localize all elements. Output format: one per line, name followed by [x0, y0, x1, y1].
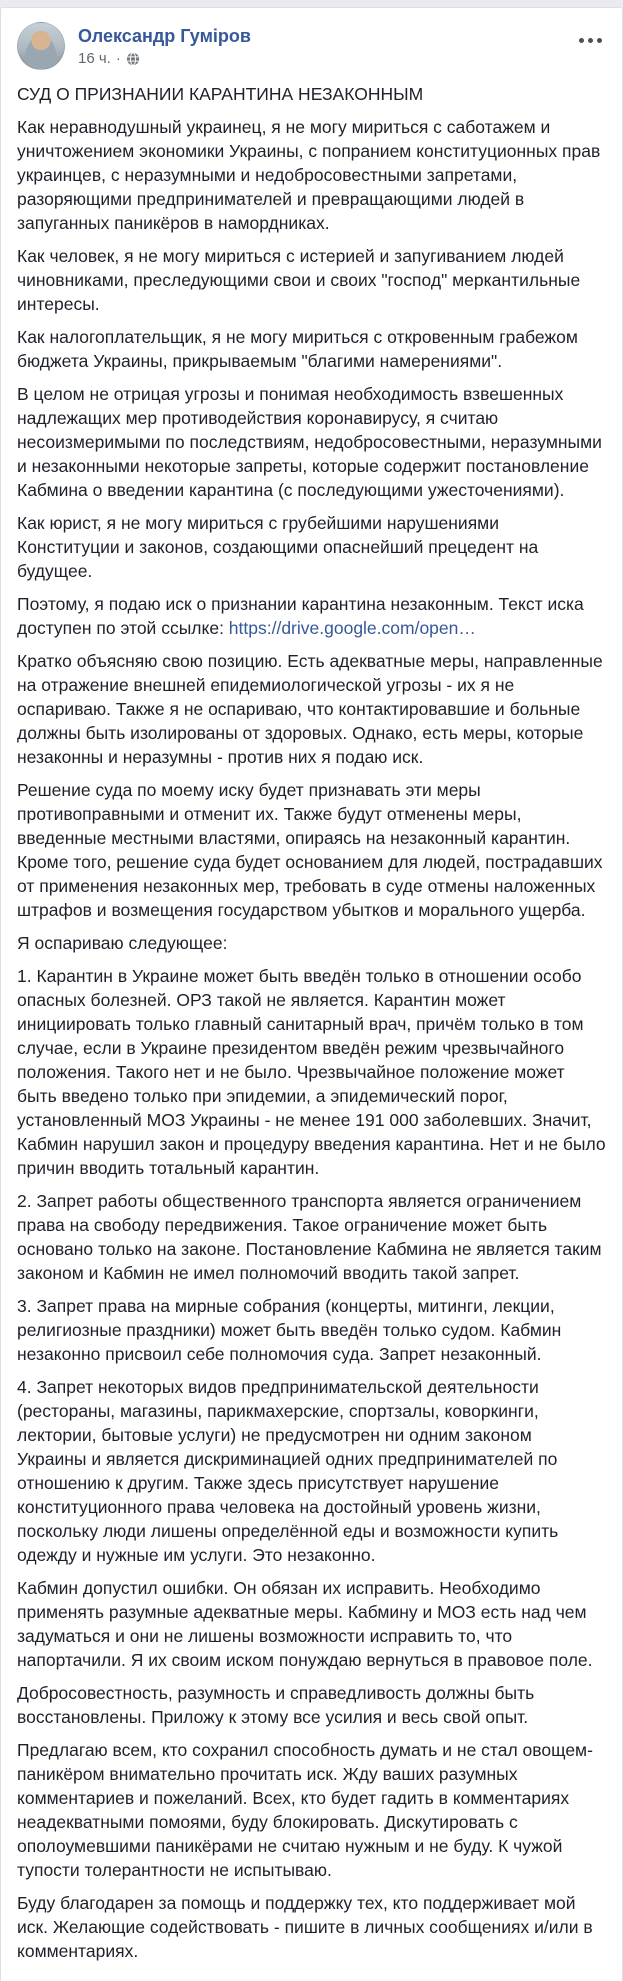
- meta-separator: ·: [115, 50, 121, 67]
- post-body: [1, 78, 622, 1981]
- post-timestamp[interactable]: 16 ч.: [78, 50, 111, 67]
- post-paragraph: Как неравнодушный украинец, я не могу мириться с саботажем и уничтожением экономики Украины, с попранием конституционных прав украинцев, с неразумными и недобросовестными запретами, разоряющими предпринимателей и превращающими людей в запуганных паникёров в намордниках.: [17, 117, 601, 233]
- drive-link[interactable]: https://drive.google.com/open…: [228, 618, 476, 638]
- post-paragraph: 1. Карантин в Украине может быть введён только в отношении особо опасных болезней. ОРЗ такой не является. Карантин может инициировать только главный санитарный врач, причём только в том случае, если в Украине президентом введён режим чрезвычайного положения. Такого нет и не было. Чрезвычайное положение может быть введено только при эпидемии, а эпидемический порог, установленный МОЗ Украины - не менее 191 000 заболевших. Значит, Кабмин нарушил закон и процедуру введения карантина. Нет и не было причин вводить тотальный карантин.: [17, 966, 606, 1178]
- post-card: [0, 7, 623, 1981]
- post-paragraph: Решение суда по моему иску будет признавать эти меры противоправными и отменит их. Также будут отменены меры, введенные местными властями, опираясь на незаконный карантин. Кроме того, решение суда будет основанием для людей, пострадавших от применения незаконных мер, требовать в суде отмены наложенных штрафов и возмещения государством убытков и морального ущерба.: [17, 780, 603, 920]
- post-paragraph: Как юрист, я не могу мириться с грубейшими нарушениями Конституции и законов, создающими опаснейший прецедент на будущее.: [17, 513, 539, 581]
- post-paragraph-text: Поэтому, я подаю иск о признании карантина незаконным. Текст иска доступен по этой ссылке:: [17, 594, 584, 638]
- post-paragraph: Как человек, я не могу мириться с истерией и запугиванием людей чиновниками, преследующими свои и своих "господ" меркантильные интересы.: [17, 246, 581, 314]
- post-header: [1, 8, 622, 78]
- post-paragraph: 3. Запрет права на мирные собрания (концерты, митинги, лекции, религиозные праздники) может быть введён только судом. Кабмин незаконно присвоил себе полномочия суда. Запрет незаконный.: [17, 1296, 562, 1364]
- post-paragraph-with-link: [17, 592, 606, 640]
- author-name-link[interactable]: Олександр Гуміров: [78, 26, 251, 46]
- post-menu-button[interactable]: [577, 32, 604, 49]
- post-paragraph: Я оспариваю следующее:: [17, 933, 228, 953]
- post-paragraph: 2. Запрет работы общественного транспорта является ограничением права на свободу передвижения. Такое ограничение может быть основано только на законе. Постановление Кабмина не является таким законом и Кабмин не имел полномочий вводить такой запрет.: [17, 1191, 602, 1283]
- ellipsis-icon: [579, 38, 584, 43]
- post-header-text: [78, 22, 251, 68]
- ellipsis-icon: [597, 38, 602, 43]
- post-paragraph: Буду благодарен за помощь и поддержку тех, кто поддерживает мой иск. Желающие содействовать - пишите в личных сообщениях и/или в комментариях.: [17, 1893, 593, 1961]
- ellipsis-icon: [588, 38, 593, 43]
- post-meta-row: [78, 50, 251, 68]
- globe-public-icon: [126, 52, 140, 66]
- post-paragraph: Добросовестность, разумность и справедливость должны быть восстановлены. Приложу к этому все усилия и весь свой опыт.: [17, 1683, 535, 1727]
- post-paragraph: В целом не отрицая угрозы и понимая необходимость взвешенных надлежащих мер противодействия коронавирусу, я считаю несоизмеримыми по последствиям, недобросовестными, неразумными и незаконными некоторые запреты, которые содержит постановление Кабмина о введении карантина (с последующими ужесточениями).: [17, 384, 602, 500]
- post-paragraph: Кабмин допустил ошибки. Он обязан их исправить. Необходимо применять разумные адекватные меры. Кабмину и МОЗ есть над чем задуматься и они не лишены возможности исправить то, что напортачили. Я их своим иском понуждаю вернуться в правовое поле.: [17, 1578, 593, 1670]
- post-paragraph: Кратко объясняю свою позицию. Есть адекватные меры, направленные на отражение внешней епидемиологической угрозы - их я не оспариваю. Также я не оспариваю, что контактировавшие и больные должны быть изолированы от здоровых. Однако, есть меры, которые незаконны и неразумны - против них я подаю иск.: [17, 651, 603, 767]
- post-paragraph: Как налогоплательщик, я не могу мириться с откровенным грабежом бюджета Украины, прикрываемым "благими намерениями".: [17, 327, 578, 371]
- post-paragraph: Предлагаю всем, кто сохранил способность думать и не стал овощем-паникёром внимательно прочитать иск. Жду ваших разумных комментариев и пожеланий. Всех, кто будет гадить в комментариях неадекватными помоями, буду блокировать. Дискутировать с ополоумевшими паникёрами не считаю нужным и не буду. К чужой тупости толерантности не испытываю.: [17, 1740, 593, 1880]
- post-title: СУД О ПРИЗНАНИИ КАРАНТИНА НЕЗАКОННЫМ: [17, 84, 424, 104]
- author-avatar[interactable]: [17, 22, 65, 70]
- post-paragraph: 4. Запрет некоторых видов предпринимательской деятельности (рестораны, магазины, парикмахерские, спортзалы, коворкинги, лектории, бытовые услуги) не предусмотрен ни одним законом Украины и является дискриминацией одних предпринимателей по отношению к другим. Также здесь присутствует нарушение конституционного права человека на достойный уровень жизни, поскольку люди лишены определённой еды и возможности купить одежду и нужные им услуги. Это незаконно.: [17, 1377, 559, 1565]
